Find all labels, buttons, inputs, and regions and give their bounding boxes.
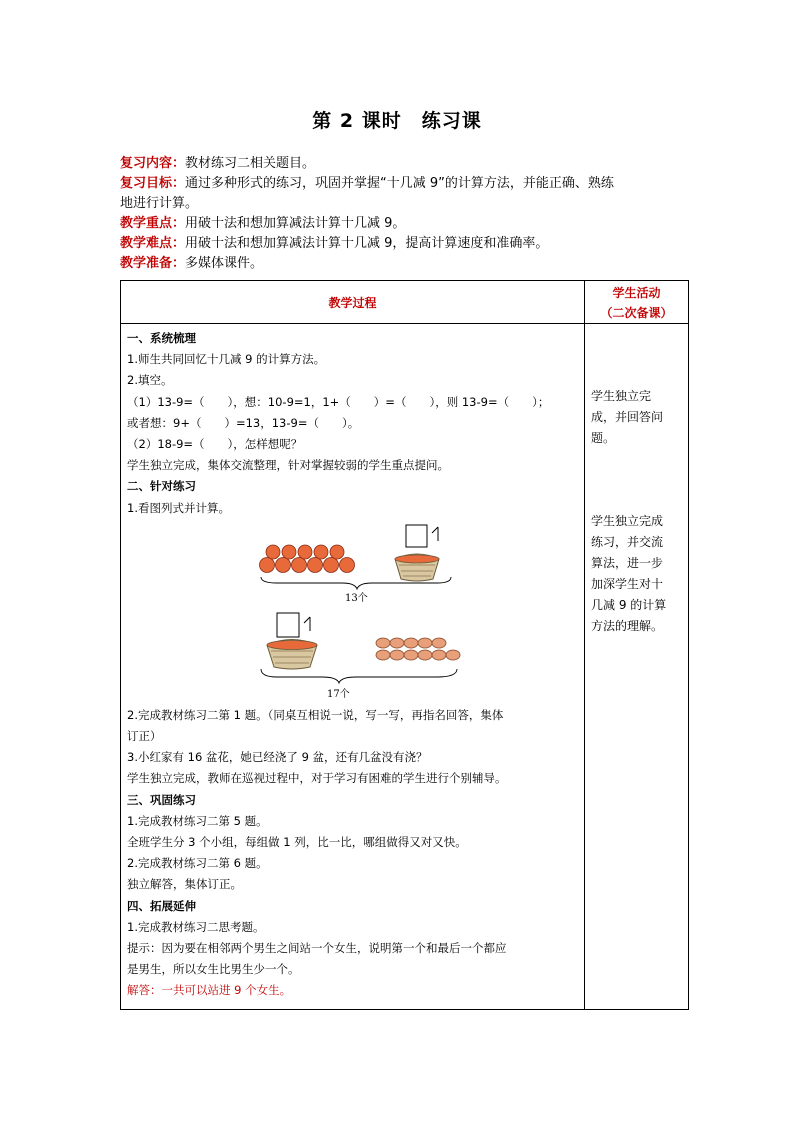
activity-note-line: 算法，进一步: [591, 556, 664, 570]
apples-illustration: [127, 519, 577, 705]
activity-note-line: 加深学生对十: [591, 577, 664, 591]
text-line: （2）18-9=（ ），怎样想呢？: [127, 437, 303, 452]
process-header: 教学过程: [121, 281, 585, 324]
text-line: （1）13-9=（ ），想：10-9=1，1+（ ）=（ ），则 13-9=（ ）；: [127, 394, 550, 409]
meta-line: 教学难点：用破十法和想加算减法计算十几减 9，提高计算速度和准确率。: [120, 236, 549, 251]
figure-label-17: 17个: [327, 688, 350, 700]
activity-header: [585, 281, 689, 324]
text-line: 学生独立完成，集体交流整理，针对掌握较弱的学生重点提问。: [127, 458, 449, 473]
section-heading: 二、针对练习: [127, 479, 196, 494]
meta-line: 复习目标：通过多种形式的练习，巩固并掌握“十几减 9”的计算方法，并能正确、熟练: [120, 176, 614, 191]
text-line: 2.完成教材练习二第 1 题。（同桌互相说一说，写一写，再指名回答，集体: [127, 707, 504, 722]
activity-note-2: [591, 511, 675, 637]
text-line: 1.完成教材练习二思考题。: [127, 919, 265, 934]
text-line: 2.填空。: [127, 373, 173, 388]
text-line: 1.完成教材练习二第 5 题。: [127, 813, 268, 828]
activity-note-line: 题。: [591, 431, 616, 445]
brace-17: [261, 669, 457, 683]
answer-line: 解答：一共可以站进 9 个女生。: [127, 983, 292, 998]
activity-note-1: [591, 386, 675, 449]
meta-line: 复习内容：教材练习二相关题目。: [120, 156, 316, 171]
apples-figure: [127, 519, 578, 705]
section-heading: 一、系统梳理: [127, 331, 196, 345]
figure-label-13: 13个: [345, 592, 368, 604]
section-heading: 三、巩固练习: [127, 792, 196, 807]
apple-pile-17: [376, 638, 460, 660]
process-body: [121, 324, 585, 1010]
meta-line: 教学准备：多媒体课件。: [120, 256, 264, 271]
activity-note-line: 学生独立完: [591, 389, 652, 403]
activity-body: [585, 324, 689, 1010]
meta-line: 地进行计算。: [120, 196, 199, 211]
activity-note-line: 方法的理解。: [591, 619, 664, 633]
text-line: 或者想：9+（ ）=13，13-9=（ ）。: [127, 415, 360, 430]
apple-pile-13: [260, 545, 355, 573]
section-heading: 四、拓展延伸: [127, 898, 196, 913]
text-line: 1.看图列式并计算。: [127, 500, 230, 515]
activity-note-line: 成，并回答问: [591, 410, 664, 424]
text-line: 提示：因为要在相邻两个男生之间站一个女生，说明第一个和最后一个都应: [127, 941, 507, 956]
basket-2: [267, 613, 317, 669]
lesson-table: [120, 280, 689, 1010]
text-line: 独立解答，集体订正。: [127, 877, 242, 892]
text-line: 全班学生分 3 个小组，每组做 1 列，比一比，哪组做得又对又快。: [127, 835, 467, 850]
text-line: 1.师生共同回忆十几减 9 的计算方法。: [127, 352, 326, 367]
basket-1: [395, 525, 439, 581]
activity-note-line: 学生独立完成: [591, 514, 664, 528]
text-line: 3.小红家有 16 盆花，她已经浇了 9 盆，还有几盆没有浇？: [127, 750, 428, 765]
text-line: 2.完成教材练习二第 6 题。: [127, 856, 268, 871]
page-title: 第 2 课时 练习课: [312, 110, 482, 132]
activity-note-line: 几减 9 的计算: [591, 598, 667, 612]
text-line: 学生独立完成，教师在巡视过程中，对于学习有困难的学生进行个别辅导。: [127, 771, 507, 786]
text-line: 是男生，所以女生比男生少一个。: [127, 962, 300, 977]
process-lines-a: [127, 328, 578, 519]
process-lines-b: [127, 705, 578, 1002]
activity-header-line-2: （二次备课）: [600, 306, 673, 320]
meta-block: [120, 154, 690, 274]
meta-line: 教学重点：用破十法和想加算减法计算十几减 9。: [120, 216, 406, 231]
activity-note-line: 练习，并交流: [591, 535, 664, 549]
activity-header-line-1: 学生活动: [612, 286, 661, 300]
text-line: 订正）: [127, 729, 162, 744]
